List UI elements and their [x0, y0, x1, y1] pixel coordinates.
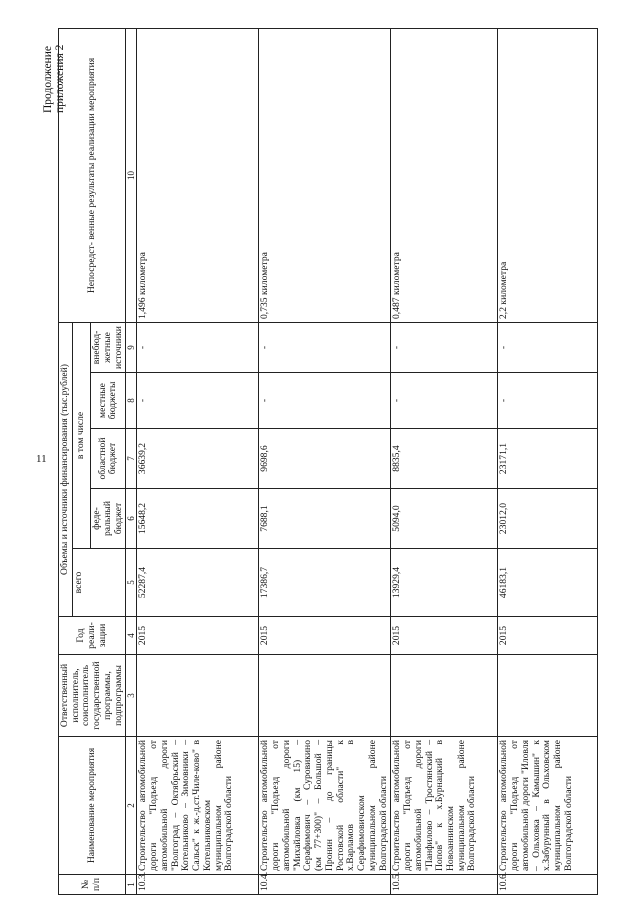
row-num: 10.6.: [498, 875, 598, 895]
row-extra: -: [137, 322, 259, 372]
row-executor: [391, 655, 498, 737]
column-index-row: [126, 28, 137, 894]
col-index: 4: [126, 617, 137, 655]
table-row: [498, 28, 598, 894]
funding-table: [58, 28, 598, 895]
row-num: 10.5.: [391, 875, 498, 895]
row-federal: 15648,2: [137, 489, 259, 549]
header-total: всего: [72, 549, 126, 617]
header-local: местные бюджеты: [91, 373, 126, 429]
header-executor: Ответственный исполнитель, соисполнитель государственной программы, подпрограммы: [59, 655, 126, 737]
header-name: Наименование мероприятия: [59, 737, 126, 875]
row-regional: 9698,6: [259, 429, 391, 489]
row-result: 0,487 километра: [391, 28, 498, 322]
row-name: Строительство автомобильной дороги "Подъезд от автомобильной дороги "Волгоград – Октябрьский – Котельниково – Зимовники – Сальск" к ж.-д.ст.Чиле-ково" в Котельниковском муниципальном районе Волгоградской области: [137, 737, 259, 875]
header-regional: областной бюджет: [91, 429, 126, 489]
row-total: 17386,7: [259, 549, 391, 617]
row-local: -: [137, 373, 259, 429]
row-result: 0,735 километра: [259, 28, 391, 322]
col-index: 3: [126, 655, 137, 737]
page-number: 11: [36, 453, 47, 465]
row-result: 2,2 километра: [498, 28, 598, 322]
row-num: 10.4.: [259, 875, 391, 895]
row-year: 2015: [137, 617, 259, 655]
row-year: 2015: [391, 617, 498, 655]
row-local: -: [259, 373, 391, 429]
col-index: 8: [126, 373, 137, 429]
header-funding: Объемы и источники финансирования (тыс.рублей): [59, 322, 73, 616]
col-index: 5: [126, 549, 137, 617]
header-extra: внебюд- жетные источники: [91, 322, 126, 372]
row-year: 2015: [259, 617, 391, 655]
table-row: [259, 28, 391, 894]
row-name: Строительство автомобильной дороги "Подъезд от автомобильной дороги "Панфилово – Тростянский – Попов" к х.Бурнацкий в Новоаннинском муниципальном районе Волгоградской области: [391, 737, 498, 875]
row-federal: 7688,1: [259, 489, 391, 549]
col-index: 1: [126, 875, 137, 895]
row-executor: [137, 655, 259, 737]
col-index: 10: [126, 28, 137, 322]
row-regional: 36639,2: [137, 429, 259, 489]
row-name: Строительство автомобильной дороги "Подъезд от автомобильной дороги "Иловля – Ольховка – Камышин" к х.Забурунный в Ольховском муниципальном районе Волгоградской области: [498, 737, 598, 875]
col-index: 7: [126, 429, 137, 489]
row-executor: [498, 655, 598, 737]
header-year: Год реали- зации: [59, 617, 126, 655]
row-federal: 5094,0: [391, 489, 498, 549]
appendix-label: Продолжение приложения 2: [42, 44, 66, 113]
row-regional: 23171,1: [498, 429, 598, 489]
col-index: 2: [126, 737, 137, 875]
row-extra: -: [498, 322, 598, 372]
header-federal: феде- ральный бюджет: [91, 489, 126, 549]
header-results: Непосредст- венные результаты реализации мероприятия: [59, 28, 126, 322]
col-index: 9: [126, 322, 137, 372]
row-name: Строительство автомобильной дороги "Подъезд от автомобильной дороги "Михайловка (км 15) – Серафимович – Суровикино (км 77+300)" – Большой – Пронин – до границы Ростовской области" к х.Варламов в Серафимовичском муниципальном районе Волгоградской области: [259, 737, 391, 875]
table-row: [137, 28, 259, 894]
row-extra: -: [391, 322, 498, 372]
row-regional: 8835,4: [391, 429, 498, 489]
header-num: № п/п: [59, 875, 126, 895]
row-year: 2015: [498, 617, 598, 655]
row-extra: -: [259, 322, 391, 372]
row-total: 13929,4: [391, 549, 498, 617]
row-total: 52287,4: [137, 549, 259, 617]
row-federal: 23012,0: [498, 489, 598, 549]
table-row: [391, 28, 498, 894]
col-index: 6: [126, 489, 137, 549]
row-executor: [259, 655, 391, 737]
header-including: в том числе: [72, 322, 90, 548]
row-num: 10.3.: [137, 875, 259, 895]
row-local: -: [498, 373, 598, 429]
row-total: 46183,1: [498, 549, 598, 617]
row-result: 1,496 километра: [137, 28, 259, 322]
row-local: -: [391, 373, 498, 429]
